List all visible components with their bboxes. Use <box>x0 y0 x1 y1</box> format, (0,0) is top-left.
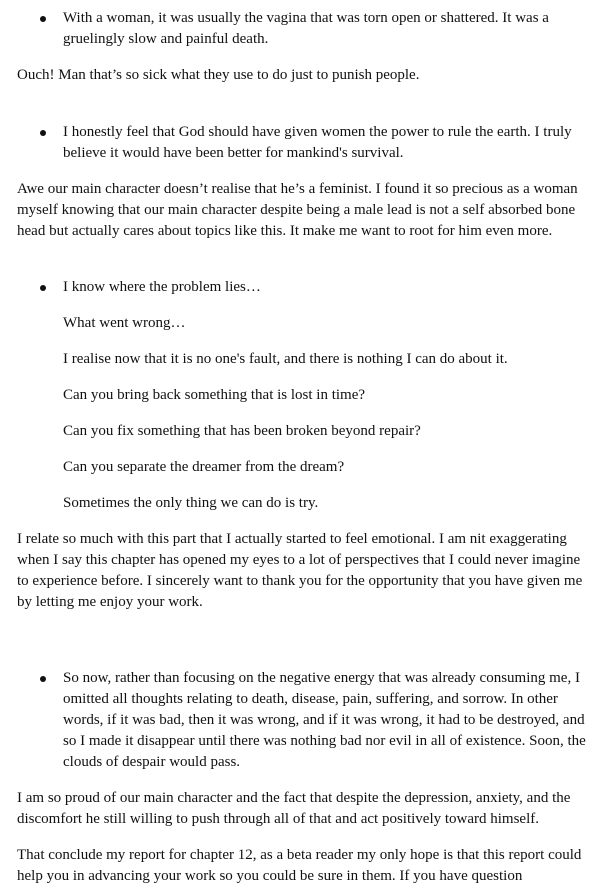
quote-line: What went wrong… <box>63 315 186 331</box>
quote-bullet <box>17 8 586 50</box>
reader-comment: That conclude my report for chapter 12, as a beta reader my only hope is that this report could help you in advancing your work so you could be sure in them. If you have question <box>17 847 582 884</box>
reader-comment: I relate so much with this part that I actually started to feel emotional. I am nit exaggerating when I say this chapter has opened my eyes to a lot of perspectives that I could never imagine to experience before. I sincerely want to thank you for the opportunity that you have given me by letting me enjoy your work. <box>17 531 583 610</box>
quote-line: So now, rather than focusing on the negative energy that was already consuming me, I omitted all thoughts relating to death, disease, pain, suffering, and sorrow. In other words, if it was bad, then it was wrong, and if it was wrong, it had to be destroyed, and so I made it disappear until there was nothing bad nor evil in all of existence. Soon, the clouds of despair would pass. <box>63 670 586 770</box>
quote-line: I realise now that it is no one's fault, and there is nothing I can do about it. <box>63 351 508 367</box>
quote-bullet <box>17 277 586 514</box>
quote-line: I honestly feel that God should have given women the power to rule the earth. I truly believe it would have been better for mankind's survival. <box>63 124 572 161</box>
bullet-icon <box>40 676 46 682</box>
quote-line: Can you separate the dreamer from the dream? <box>63 459 345 475</box>
reader-comment: Ouch! Man that’s so sick what they use to do just to punish people. <box>17 67 420 83</box>
bullet-icon <box>40 130 46 136</box>
quote-bullet <box>17 122 586 164</box>
quote-line: Can you fix something that has been broken beyond repair? <box>63 423 421 439</box>
quote-line: Sometimes the only thing we can do is try. <box>63 495 319 511</box>
bullet-icon <box>40 285 46 291</box>
bullet-icon <box>40 16 46 22</box>
quote-line: I know where the problem lies… <box>63 279 261 295</box>
reader-comment: Awe our main character doesn’t realise that he’s a feminist. I found it so precious as a woman myself knowing that our main character despite being a male lead is not a self absorbed bone head but actually cares about topics like this. It make me want to root for him even more. <box>17 181 578 239</box>
quote-line: With a woman, it was usually the vagina that was torn open or shattered. It was a gruelingly slow and painful death. <box>63 10 549 47</box>
reader-comment: I am so proud of our main character and the fact that despite the depression, anxiety, and the discomfort he still willing to push through all of that and act positively toward himself. <box>17 790 571 827</box>
quote-bullet <box>17 668 586 773</box>
quote-line: Can you bring back something that is lost in time? <box>63 387 366 403</box>
